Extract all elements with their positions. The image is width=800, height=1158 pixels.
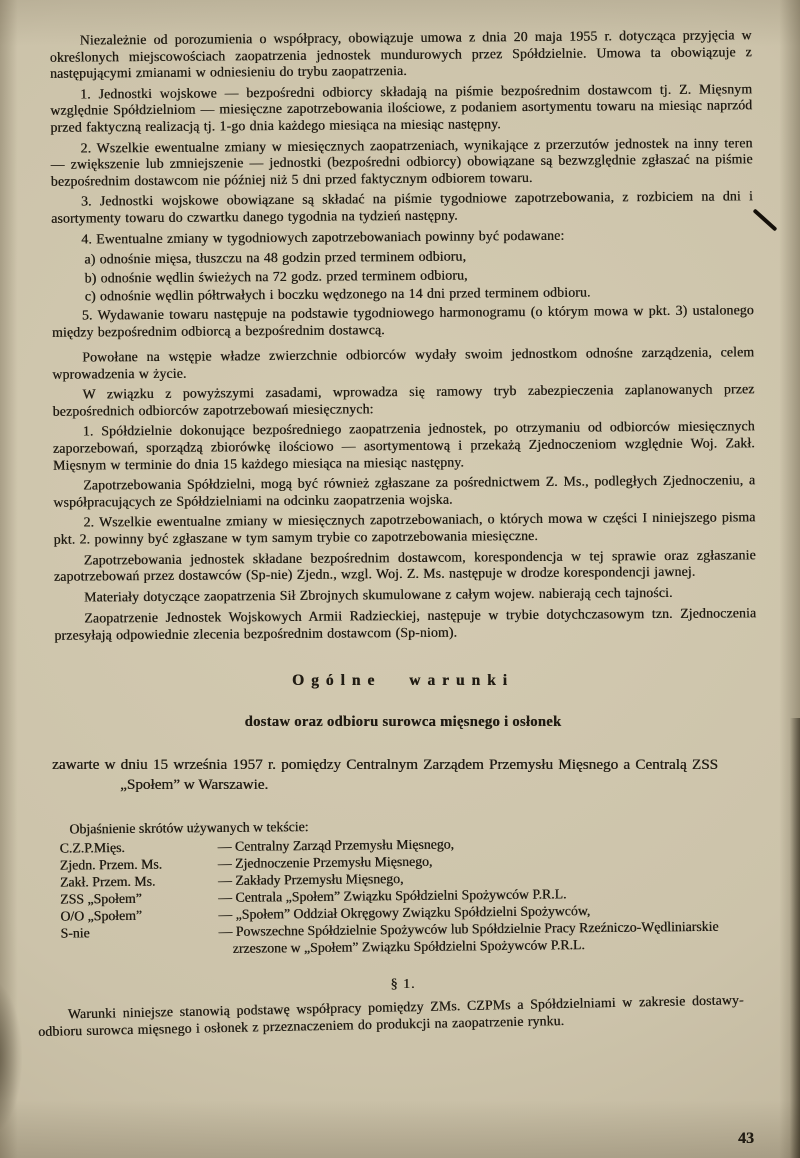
abbreviation-term: C.Z.P.Mięs. [59, 839, 125, 856]
list-item: a) odnośnie mięsa, tłuszczu na 48 godzin przed terminem odbioru, [84, 248, 467, 267]
abbreviations-intro: Objaśnienie skrótów używanych w tekście: [69, 818, 309, 837]
paragraph: Niezależnie od porozumienia o współpracy, obowiązuje umowa z dnia 20 maja 1955 r. dotycząca przyjęcia w określonych miejscowościach zaopatrzenia jednostek mundurowych przez Spółdzielnie. Umowa ta obowiązuje z następującymi zmianami w odniesieniu do trybu zaopatrzenia. [49, 27, 752, 81]
paragraph-1-mark: § 1. [390, 976, 416, 992]
paragraph: 4. Ewentualne zmiany w tygodniowych zapotrzebowaniach powinny być podawane: [81, 227, 565, 247]
list-item: b) odnośnie wędlin świeżych na 72 godz. przed terminem odbioru, [84, 267, 468, 286]
agreement-lead-paragraph: zawarte w dniu 15 września 1957 r. pomiędzy Centralnym Zarządem Przemysłu Mięsnego a Centralą ZSS „Społem” w Warszawie. [52, 755, 718, 793]
abbreviation-term: Zakł. Przem. Ms. [59, 873, 156, 890]
supply-procedure-section [50, 27, 757, 644]
paragraph: Zaopatrzenie Jednostek Wojskowych Armii Radzieckiej, następuje w trybie dotychczasowym tzn. Zjednoczenia przesyłają odpowiednie zlecenia bezpośrednim dostawcom (Sp-niom). [54, 605, 757, 643]
paragraph: 5. Wydawanie towaru następuje na podstawie tygodniowego harmonogramu (o którym mowa w pkt. 3) ustalonego między bezpośrednim odbiorcą a bezpośrednim dostawcą. [51, 302, 754, 340]
paragraph: W związku z powyższymi zasadami, wprowadza się ramowy tryb zabezpieczenia zaplanowanych przez bezpośrednich odbiorców zapotrzebowań miesięcznych: [52, 381, 755, 419]
list-item: c) odnośnie wędlin półtrwałych i boczku wędzonego na 14 dni przed terminem odbioru. [84, 284, 591, 304]
abbreviation-term: Zjedn. Przem. Ms. [59, 856, 163, 873]
paragraph: Zapotrzebowania Spółdzielni, mogą być również zgłaszane za pośrednictwem Z. Ms., podległych Zjednoczeniu, a współpracujących ze Spółdzielniami na odcinku zaopatrzenia wojska. [53, 472, 756, 510]
paragraph: 1. Jednostki wojskowe — bezpośredni odbiorcy składają na piśmie bezpośrednim dostawcom tj. Z. Mięsnym względnie Spółdzielniom — miesięczne zapotrzebowania ilościowe, z podaniem asortymentu towaru na miesiąc naprzód przed faktyczną realizacją tj. 1-go dnia każdego miesiąca na miesiąc następny. [50, 81, 753, 135]
abbreviation-definition: — Zjednoczenie Przemysłu Mięsnego, [217, 853, 433, 871]
paragraph: 3. Jednostki wojskowe obowiązane są składać na piśmie tygodniowe zapotrzebowania, z rozbiciem na dni i asortymenty towaru do czwartku danego tygodnia na tydzień następny. [51, 188, 753, 226]
paragraph: Materiały dotyczące zaopatrzenia Sił Zbrojnych skumulowane z całym wojew. nabierają cech tajności. [83, 584, 673, 605]
abbreviations-section [59, 813, 754, 958]
abbreviation-entry [60, 917, 754, 958]
paragraph: 1. Spółdzielnie dokonujące bezpośredniego zaopatrzenia jednostek, po otrzymaniu od odbiorców miesięcznych zaporzebowań, sporządzą zbiorówkę ilościowo — asortymentową i przekażą Zjednoczeniom względnie Woj. Zakł. Mięsnym w terminie do dnia 15 każdego miesiąca na miesiąc następny. [52, 418, 755, 473]
abbreviation-term: S-nie [60, 924, 90, 941]
abbreviation-definition: — Centralny Zarząd Przemysłu Mięsnego, [217, 836, 455, 854]
paragraph: Powołane na wstępie władze zwierzchnie odbiorców wydały swoim jednostkom odnośne zarządzenia, celem wprowadzenia w życie. [52, 344, 755, 382]
paragraph: Warunki niniejsze stanowią podstawę współpracy pomiędzy ZMs. CZPMs a Spółdzielniami w zakresie dostawy-odbioru surowca mięsnego i osłonek z przeznaczeniem do produkcji na zaopatrzenie rynku. [38, 991, 744, 1039]
page-number: 43 [738, 1130, 754, 1147]
abbreviation-definition: — Powszechne Spółdzielnie Spożywców lub Spółdzielnie Pracy Rzeźniczo-Wędliniarskie zrzeszone w „Społem” Związku Spółdzielni Spożywców P.R.L. [218, 918, 719, 956]
abbreviation-definition: — „Społem” Oddział Okręgowy Związku Spółdzielni Spożywców, [218, 902, 591, 922]
paragraph: Zapotrzebowania jednostek składane bezpośrednim dostawcom, korespondencja w tej sprawie oraz zgłaszanie zapotrzebowań przez dostawców (Sp-nie) Zjedn., wzgl. Woj. Z. Ms. następuje w drodze korespondencji jawnej. [53, 546, 756, 584]
general-conditions-subtitle: dostaw oraz odbioru surowca mięsnego i osłonek [244, 713, 562, 730]
abbreviation-definition: — Zakłady Przemysłu Mięsnego, [217, 870, 404, 888]
abbreviation-definition: — Centrala „Społem” Związku Spółdzielni Spożywców P.R.L. [218, 885, 567, 905]
abbreviation-term: ZSS „Społem” [60, 890, 142, 907]
scan-artifact-smudge [0, 982, 22, 1132]
scan-artifact-edge-shadow [788, 718, 800, 1158]
paragraph: 2. Wszelkie ewentualne zmiany w miesięcznych zapotrzebowaniach, o których mowa w części I niniejszego pisma pkt. 2. powinny być zgłaszane w tym samym trybie co zapotrzebowania miesięczne. [53, 509, 756, 547]
abbreviation-term: O/O „Społem” [60, 907, 142, 924]
paragraph: 2. Wszelkie ewentualne zmiany w miesięcznych zaopatrzeniach, wynikające z przerzutów jednostek na inny teren — zwiększenie lub zmniejszenie — jednostki (bezpośredni odbiorcy) obowiązane są bezwzględnie zgłaszać na piśmie bezpośrednim dostawcom nie później niż 5 dni przed faktycznym odbiorem towaru. [50, 134, 753, 189]
general-conditions-title: Ogólne warunki [292, 671, 514, 689]
